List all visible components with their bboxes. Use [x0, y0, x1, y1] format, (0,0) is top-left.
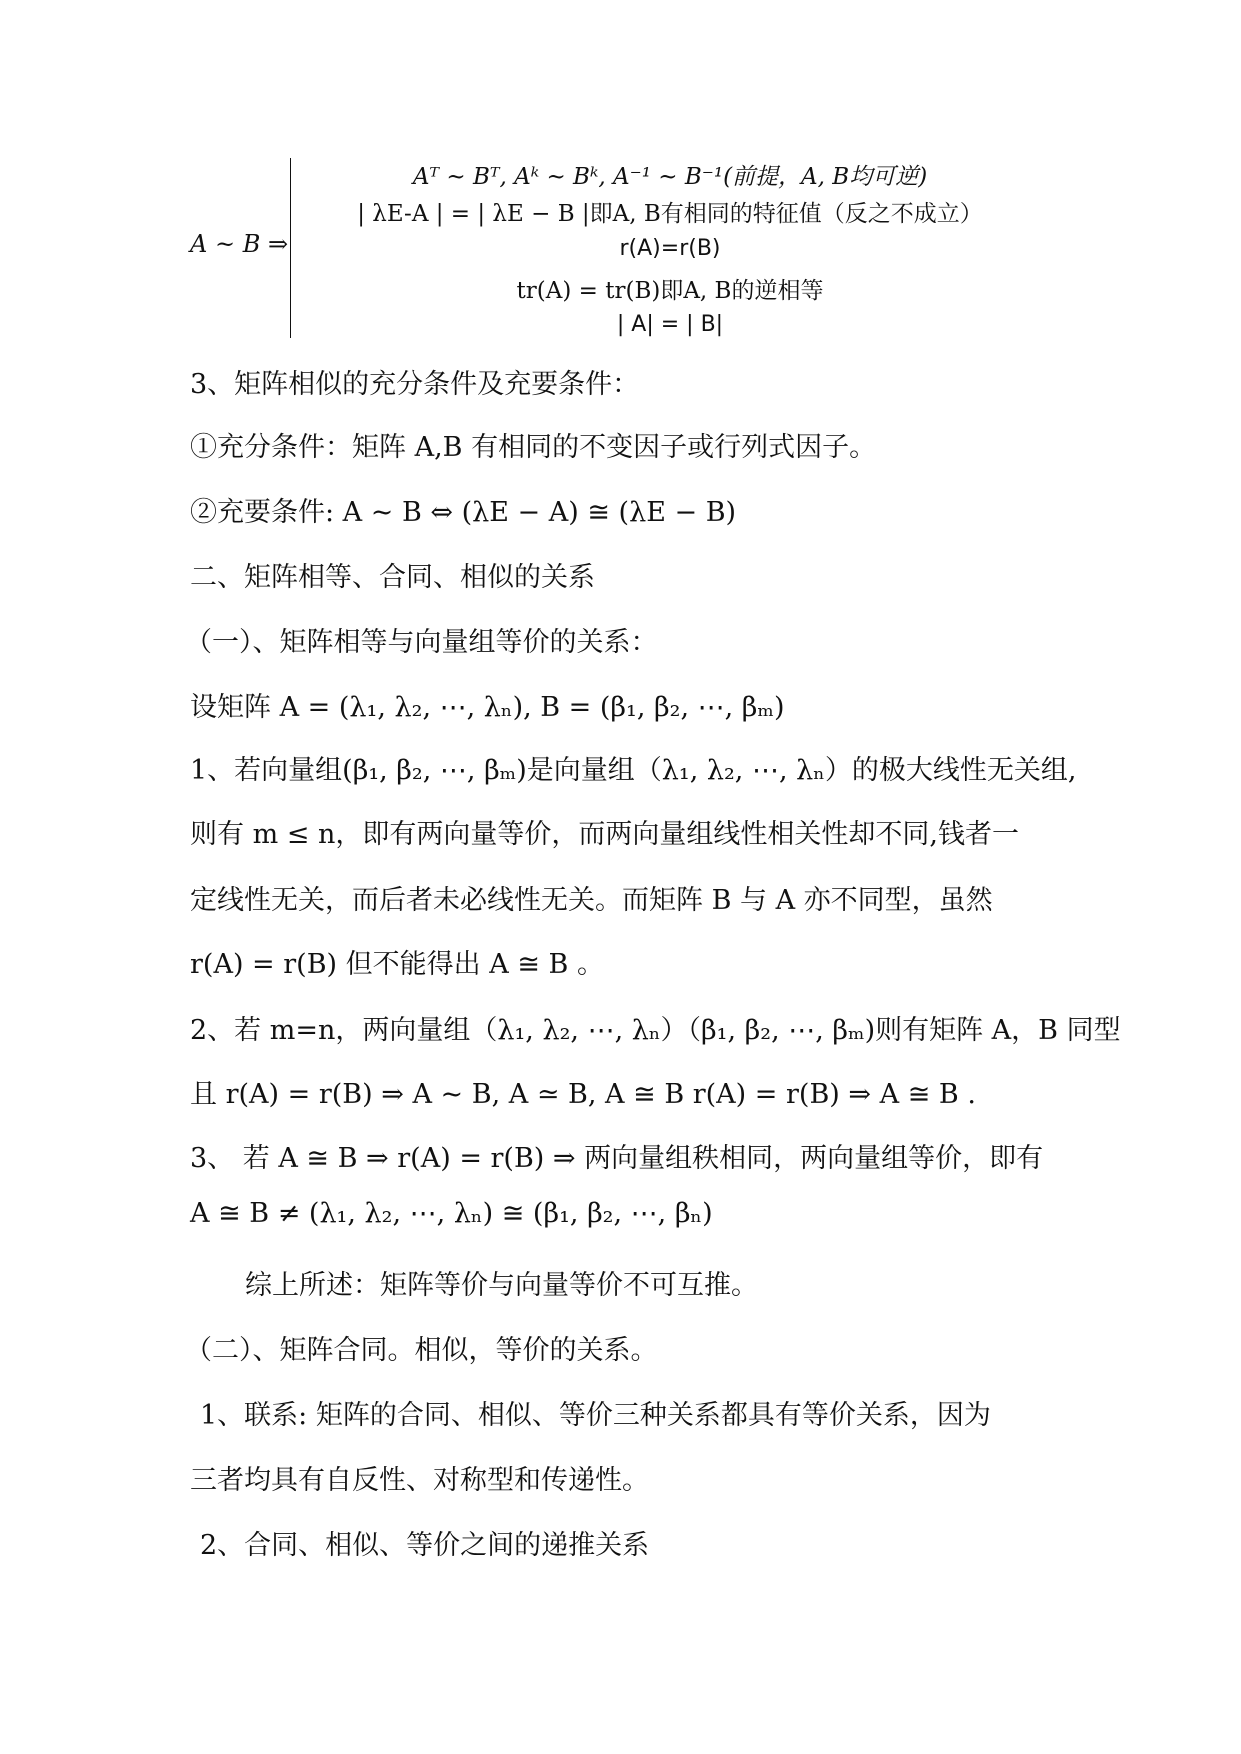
formula-brace-bar	[290, 158, 291, 338]
subsection-heading-equal-equivalent: （一）、矩阵相等与向量组等价的关系：	[185, 627, 658, 658]
formula-row-trace: tr(A) = tr(B)即A, B的逆相等	[516, 278, 824, 304]
section-heading-relations: 二、矩阵相等、合同、相似的关系	[190, 562, 595, 593]
subsection-heading-congruent-similar: （二）、矩阵合同。相似，等价的关系。	[185, 1335, 658, 1366]
paragraph-3-line-1: 3、 若 A ≅ B ⇒ r(A) = r(B) ⇒ 两向量组秩相同，两向量组等价，即有	[190, 1143, 1044, 1174]
similarity-properties-formula	[190, 150, 1050, 340]
paragraph-1-line-4: r(A) = r(B) 但不能得出 A ≅ B 。	[190, 949, 604, 980]
sufficient-condition: ①充分条件：矩阵 A,B 有相同的不变因子或行列式因子。	[190, 432, 877, 463]
formula-row-transpose-power-inverse: Aᵀ ~ Bᵀ, Aᵏ ~ Bᵏ, A⁻¹ ~ B⁻¹(前提，A, B均可逆)	[412, 164, 928, 190]
formula-row-eigenvalues: | λE-A | = | λE − B |即A, B有相同的特征值（反之不成立）	[357, 201, 983, 227]
paragraph-3-line-2: A ≅ B ≠ (λ₁, λ₂, ⋯, λₙ) ≅ (β₁, β₂, ⋯, βₙ)	[190, 1198, 713, 1229]
formula-row-rank: r(A)=r(B)	[619, 236, 721, 261]
paragraph-2-line-1: 2、若 m=n，两向量组（λ₁, λ₂, ⋯, λₙ）（β₁, β₂, ⋯, βₘ)则有矩阵 A，B 同型	[190, 1015, 1121, 1046]
heading-similarity-conditions: 3、矩阵相似的充分条件及充要条件：	[190, 369, 640, 400]
paragraph-1-line-2: 则有 m ≤ n，即有两向量等价，而两向量组线性相关性却不同,钱者一	[190, 819, 1019, 850]
formula-row-determinant: | A| = | B|	[616, 312, 724, 337]
connection-line-1: 1、联系: 矩阵的合同、相似、等价三种关系都具有等价关系，因为	[200, 1400, 991, 1431]
necessary-sufficient-condition: ②充要条件: A ~ B ⇔ (λE − A) ≅ (λE − B)	[190, 497, 737, 528]
matrix-definition: 设矩阵 A = (λ₁, λ₂, ⋯, λₙ), B = (β₁, β₂, ⋯, βₘ)	[190, 692, 785, 723]
recursive-relation-heading: 2、合同、相似、等价之间的递推关系	[200, 1530, 650, 1561]
paragraph-1-line-3: 定线性无关，而后者未必线性无关。而矩阵 B 与 A 亦不同型，虽然	[190, 885, 993, 916]
connection-line-2: 三者均具有自反性、对称型和传递性。	[190, 1465, 649, 1496]
paragraph-2-line-2: 且 r(A) = r(B) ⇒ A ~ B, A ≃ B, A ≅ B r(A) = r(B) ⇒ A ≅ B .	[190, 1079, 976, 1110]
summary-line: 综上所述：矩阵等价与向量等价不可互推。	[245, 1270, 758, 1301]
formula-lhs: A ~ B ⇒	[190, 230, 289, 258]
paragraph-1-line-1: 1、若向量组(β₁, β₂, ⋯, βₘ)是向量组（λ₁, λ₂, ⋯, λₙ）的极大线性无关组,	[190, 755, 1077, 786]
